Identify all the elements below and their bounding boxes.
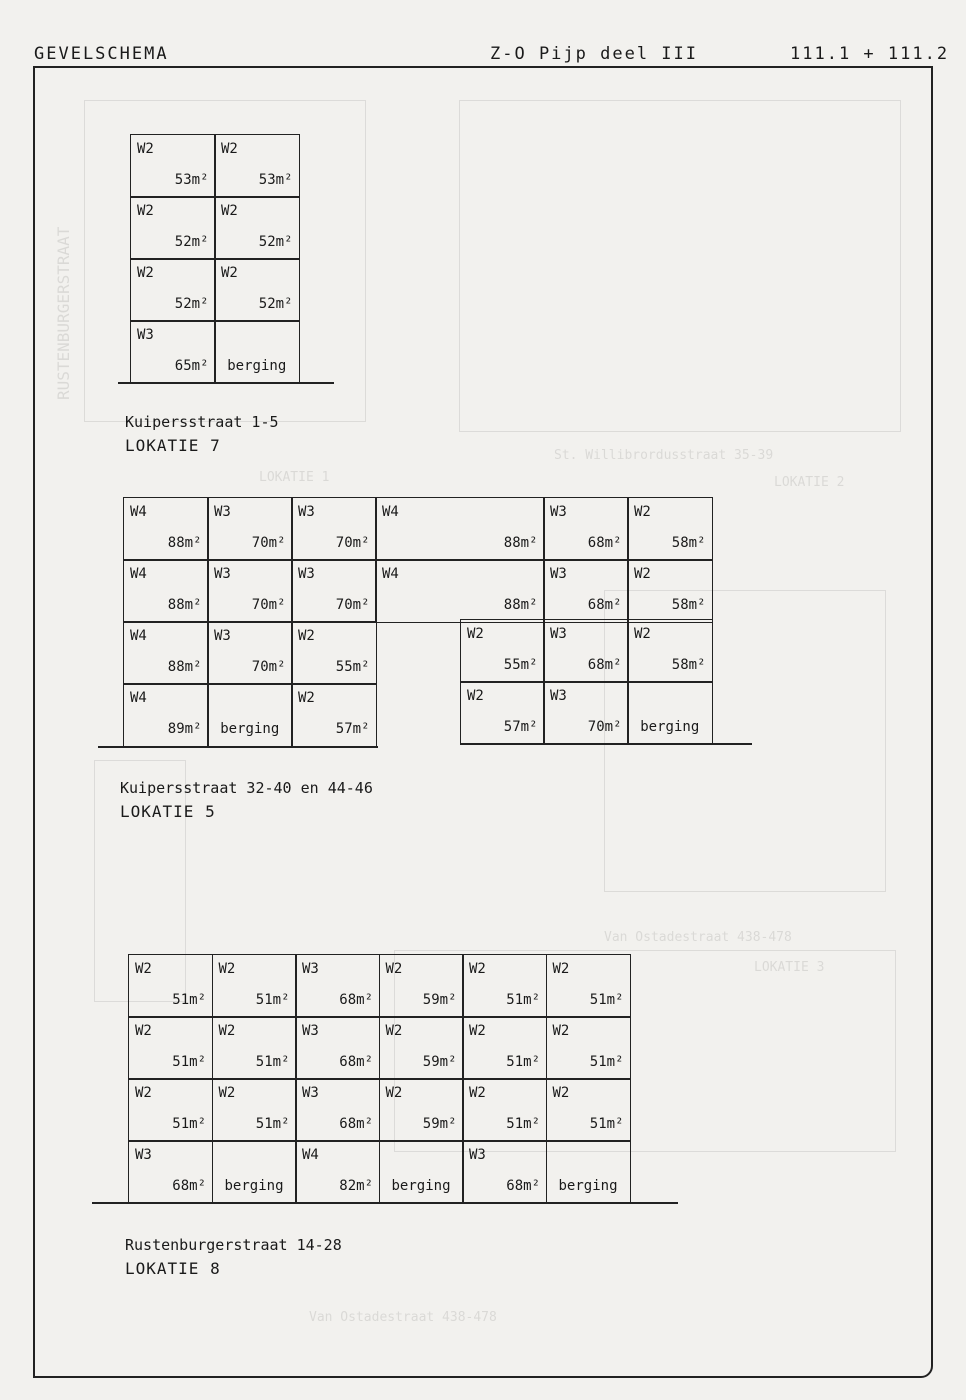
dwelling-type: W3 bbox=[214, 504, 231, 520]
floor-area: 88m² bbox=[167, 658, 202, 675]
floor-area: 55m² bbox=[335, 658, 370, 675]
header-district: Z-O Pijp deel III bbox=[490, 44, 698, 64]
dwelling-type: W4 bbox=[130, 504, 147, 520]
dwelling-type: W2 bbox=[137, 203, 154, 219]
dwelling-type: W3 bbox=[302, 961, 319, 977]
dwelling-type: W3 bbox=[214, 566, 231, 582]
dwelling-type: W2 bbox=[469, 961, 486, 977]
dwelling-type: W2 bbox=[135, 961, 152, 977]
lokatie-5-unit bbox=[460, 681, 545, 745]
lokatie-8-unit bbox=[546, 1140, 631, 1204]
lokatie-7-unit bbox=[130, 320, 216, 384]
floor-area: 58m² bbox=[671, 596, 706, 613]
dwelling-type: W3 bbox=[469, 1147, 486, 1163]
lokatie-8-unit bbox=[379, 1016, 464, 1080]
storage-label: berging bbox=[220, 720, 280, 737]
header-title: GEVELSCHEMA bbox=[34, 44, 169, 64]
lokatie-8-unit bbox=[212, 1078, 297, 1142]
lokatie-8-unit bbox=[462, 954, 547, 1018]
dwelling-type: W2 bbox=[221, 203, 238, 219]
dwelling-type: W4 bbox=[130, 690, 147, 706]
lokatie-8-unit bbox=[128, 1140, 213, 1204]
lokatie-5-unit bbox=[291, 683, 377, 747]
storage-label: berging bbox=[391, 1177, 451, 1194]
lokatie-5-unit bbox=[543, 559, 629, 623]
dwelling-type: W2 bbox=[218, 961, 236, 977]
lokatie-7-street: Kuipersstraat 1-5 bbox=[125, 413, 279, 431]
dwelling-type: W2 bbox=[137, 265, 154, 281]
floor-area: 70m² bbox=[251, 658, 286, 675]
lokatie-8-unit bbox=[379, 954, 464, 1018]
dwelling-type: W3 bbox=[550, 504, 567, 520]
floor-area: 51m² bbox=[172, 1115, 206, 1132]
floor-area: 51m² bbox=[255, 991, 290, 1008]
lokatie-8-unit bbox=[546, 1078, 631, 1142]
floor-area: 51m² bbox=[255, 1115, 290, 1132]
lokatie-8-unit bbox=[128, 1078, 213, 1142]
floor-area: 88m² bbox=[503, 596, 538, 613]
dwelling-type: W2 bbox=[298, 690, 315, 706]
lokatie-5-unit bbox=[627, 497, 713, 561]
lokatie-5-unit bbox=[207, 683, 293, 747]
dwelling-type: W2 bbox=[552, 1085, 570, 1101]
dwelling-type: W2 bbox=[218, 1023, 236, 1039]
floor-area: 82m² bbox=[339, 1177, 373, 1194]
floor-area: 88m² bbox=[167, 596, 202, 613]
lokatie-5-unit bbox=[123, 621, 209, 685]
floor-area: 52m² bbox=[174, 295, 209, 312]
dwelling-type: W2 bbox=[385, 961, 403, 977]
dwelling-type: W3 bbox=[302, 1023, 319, 1039]
lokatie-7-unit bbox=[130, 196, 216, 260]
floor-area: 68m² bbox=[587, 534, 622, 551]
lokatie-7-unit bbox=[214, 134, 300, 198]
dwelling-type: W2 bbox=[634, 626, 651, 642]
storage-label: berging bbox=[224, 1177, 284, 1194]
dwelling-type: W2 bbox=[218, 1085, 236, 1101]
storage-label: berging bbox=[558, 1177, 618, 1194]
floor-area: 52m² bbox=[258, 233, 293, 250]
floor-area: 59m² bbox=[422, 1115, 457, 1132]
ghost-st-willibrord: St. Willibrordusstraat 35-39 bbox=[554, 448, 774, 463]
floor-area: 68m² bbox=[339, 991, 373, 1008]
lokatie-5-unit bbox=[291, 621, 377, 685]
floor-area: 88m² bbox=[503, 534, 538, 551]
lokatie-7-unit bbox=[214, 196, 300, 260]
dwelling-type: W3 bbox=[135, 1147, 152, 1163]
dwelling-type: W4 bbox=[382, 566, 399, 582]
floor-area: 53m² bbox=[258, 171, 293, 188]
ghost-street-vertical: RUSTENBURGERSTRAAT bbox=[54, 226, 73, 400]
lokatie-8-unit bbox=[546, 954, 631, 1018]
floor-area: 68m² bbox=[339, 1053, 373, 1070]
dwelling-type: W3 bbox=[550, 566, 567, 582]
ghost-street-bottom: Van Ostadestraat 438-478 bbox=[309, 1310, 497, 1325]
dwelling-type: W2 bbox=[221, 265, 238, 281]
floor-area: 68m² bbox=[587, 596, 622, 613]
dwelling-type: W2 bbox=[135, 1023, 152, 1039]
lokatie-7-unit bbox=[130, 134, 216, 198]
lokatie-5-unit bbox=[460, 619, 545, 683]
floor-area: 58m² bbox=[671, 534, 706, 551]
floor-area: 51m² bbox=[589, 1053, 624, 1070]
ghost-lokatie-3: LOKATIE 3 bbox=[754, 960, 825, 975]
header-sheet-number: 111.1 + 111.2 bbox=[790, 44, 950, 64]
dwelling-type: W4 bbox=[382, 504, 399, 520]
lokatie-5-unit-wide bbox=[375, 559, 545, 623]
floor-area: 52m² bbox=[174, 233, 209, 250]
floor-area: 55m² bbox=[503, 656, 538, 673]
lokatie-8-caption bbox=[125, 1233, 342, 1281]
lokatie-8-unit bbox=[295, 954, 380, 1018]
lokatie-5-unit bbox=[627, 681, 713, 745]
lokatie-8-label: LOKATIE 8 bbox=[125, 1259, 221, 1278]
lokatie-5-unit bbox=[207, 621, 293, 685]
lokatie-5-unit bbox=[291, 497, 377, 561]
dwelling-type: W3 bbox=[298, 566, 315, 582]
dwelling-type: W3 bbox=[214, 628, 231, 644]
lokatie-8-unit bbox=[212, 954, 297, 1018]
floor-area: 70m² bbox=[335, 596, 370, 613]
floor-area: 51m² bbox=[255, 1053, 290, 1070]
lokatie-5-unit bbox=[123, 683, 209, 747]
dwelling-type: W3 bbox=[298, 504, 315, 520]
storage-label: berging bbox=[227, 357, 287, 374]
dwelling-type: W2 bbox=[469, 1085, 486, 1101]
lokatie-8-unit bbox=[462, 1016, 547, 1080]
lokatie-5-unit bbox=[627, 559, 713, 623]
lokatie-5-unit-wide bbox=[375, 497, 545, 561]
lokatie-5-caption bbox=[120, 776, 373, 824]
floor-area: 51m² bbox=[589, 991, 624, 1008]
floor-area: 58m² bbox=[671, 656, 706, 673]
dwelling-type: W4 bbox=[130, 566, 147, 582]
lokatie-8-unit bbox=[128, 1016, 213, 1080]
lokatie-5-unit bbox=[207, 497, 293, 561]
ghost-lokatie-2: LOKATIE 2 bbox=[774, 475, 845, 490]
dwelling-type: W2 bbox=[298, 628, 315, 644]
ghost-street-mid: Van Ostadestraat 438-478 bbox=[604, 930, 792, 945]
floor-area: 70m² bbox=[335, 534, 370, 551]
lokatie-8-unit bbox=[379, 1140, 464, 1204]
floor-area: 88m² bbox=[167, 534, 202, 551]
storage-label: berging bbox=[640, 718, 700, 735]
dwelling-type: W2 bbox=[469, 1023, 486, 1039]
dwelling-type: W2 bbox=[221, 141, 238, 157]
floor-area: 52m² bbox=[258, 295, 293, 312]
floor-area: 51m² bbox=[589, 1115, 624, 1132]
lokatie-5-unit bbox=[627, 619, 713, 683]
floor-area: 51m² bbox=[172, 991, 206, 1008]
floor-area: 51m² bbox=[506, 991, 540, 1008]
lokatie-8-unit bbox=[462, 1078, 547, 1142]
lokatie-5-unit bbox=[123, 497, 209, 561]
lokatie-8-unit bbox=[462, 1140, 547, 1204]
dwelling-type: W2 bbox=[135, 1085, 152, 1101]
lokatie-5-unit bbox=[543, 619, 629, 683]
lokatie-5-unit bbox=[291, 559, 377, 623]
lokatie-7-unit bbox=[214, 320, 300, 384]
dwelling-type: W3 bbox=[137, 327, 154, 343]
lokatie-8-unit bbox=[379, 1078, 464, 1142]
lokatie-5-unit bbox=[207, 559, 293, 623]
dwelling-type: W3 bbox=[550, 626, 567, 642]
dwelling-type: W4 bbox=[130, 628, 147, 644]
floor-area: 68m² bbox=[587, 656, 622, 673]
lokatie-8-unit bbox=[546, 1016, 631, 1080]
lokatie-8-unit bbox=[295, 1016, 380, 1080]
lokatie-8-unit bbox=[295, 1140, 380, 1204]
lokatie-5-unit bbox=[543, 497, 629, 561]
floor-area: 70m² bbox=[587, 718, 622, 735]
lokatie-7-caption bbox=[125, 410, 279, 458]
floor-area: 59m² bbox=[422, 1053, 457, 1070]
floor-area: 68m² bbox=[172, 1177, 206, 1194]
floor-area: 89m² bbox=[167, 720, 202, 737]
lokatie-5-unit bbox=[543, 681, 629, 745]
dwelling-type: W3 bbox=[302, 1085, 319, 1101]
dwelling-type: W2 bbox=[634, 504, 651, 520]
lokatie-8-unit bbox=[128, 954, 213, 1018]
lokatie-5-street: Kuipersstraat 32-40 en 44-46 bbox=[120, 779, 373, 797]
floor-area: 57m² bbox=[503, 718, 538, 735]
lokatie-7-label: LOKATIE 7 bbox=[125, 436, 221, 455]
ghost-lokatie-1: LOKATIE 1 bbox=[259, 470, 330, 485]
floor-area: 51m² bbox=[172, 1053, 206, 1070]
lokatie-7-unit bbox=[214, 258, 300, 322]
dwelling-type: W2 bbox=[552, 961, 570, 977]
floor-area: 70m² bbox=[251, 596, 286, 613]
dwelling-type: W2 bbox=[634, 566, 651, 582]
dwelling-type: W2 bbox=[552, 1023, 570, 1039]
floor-area: 51m² bbox=[506, 1053, 540, 1070]
floor-area: 51m² bbox=[506, 1115, 540, 1132]
lokatie-8-unit bbox=[212, 1140, 297, 1204]
floor-area: 70m² bbox=[251, 534, 286, 551]
dwelling-type: W3 bbox=[550, 688, 567, 704]
floor-area: 59m² bbox=[422, 991, 457, 1008]
dwelling-type: W2 bbox=[137, 141, 154, 157]
floor-area: 57m² bbox=[335, 720, 370, 737]
lokatie-5-unit bbox=[123, 559, 209, 623]
lokatie-8-street: Rustenburgerstraat 14-28 bbox=[125, 1236, 342, 1254]
lokatie-7-unit bbox=[130, 258, 216, 322]
lokatie-8-unit bbox=[212, 1016, 297, 1080]
lokatie-5-label: LOKATIE 5 bbox=[120, 802, 216, 821]
dwelling-type: W2 bbox=[467, 688, 484, 704]
dwelling-type: W2 bbox=[467, 626, 484, 642]
floor-area: 53m² bbox=[174, 171, 209, 188]
dwelling-type: W2 bbox=[385, 1085, 403, 1101]
floor-area: 65m² bbox=[174, 357, 209, 374]
lokatie-8-unit bbox=[295, 1078, 380, 1142]
floor-area: 68m² bbox=[339, 1115, 373, 1132]
floor-area: 68m² bbox=[506, 1177, 540, 1194]
dwelling-type: W2 bbox=[385, 1023, 403, 1039]
dwelling-type: W4 bbox=[302, 1147, 319, 1163]
